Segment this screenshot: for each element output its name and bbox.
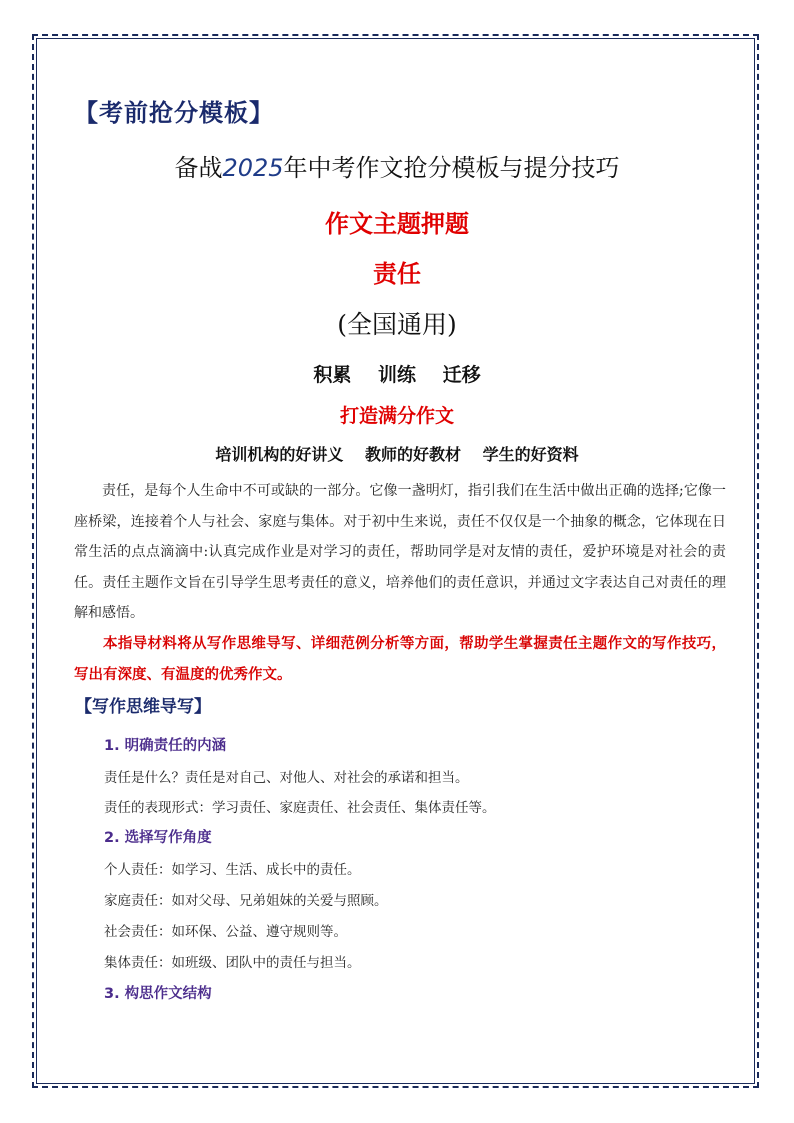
document-subtitle xyxy=(0,148,794,183)
banner-title: 【考前抢分模板】 xyxy=(74,99,274,127)
body-line: 集体责任：如班级、团队中的责任与担当。 xyxy=(104,955,361,971)
audience-line xyxy=(0,442,794,465)
body-line: 责任是什么？责任是对自己、对他人、对社会的承诺和担当。 xyxy=(104,770,469,786)
scope-label: (全国通用) xyxy=(337,310,457,339)
triad-keywords xyxy=(0,360,794,387)
body-line: 责任的表现形式：学习责任、家庭责任、社会责任、集体责任等。 xyxy=(104,800,496,816)
triad-item: 训练 xyxy=(377,364,416,386)
body-line: 社会责任：如环保、公益、遵守规则等。 xyxy=(104,924,347,940)
section-title: 【写作思维导写】 xyxy=(75,697,211,717)
guide-paragraph: 本指导材料将从写作思维导写、详细范例分析等方面，帮助学生掌握责任主题作文的写作技巧，写出有深度、有温度的优秀作文。 xyxy=(74,636,726,683)
theme-title: 作文主题押题 xyxy=(325,210,469,238)
slogan: 打造满分作文 xyxy=(339,405,454,427)
audience-item: 教师的好教材 xyxy=(364,445,461,464)
subsection-heading: 3. 构思作文结构 xyxy=(104,986,212,1002)
triad-item: 迁移 xyxy=(442,364,481,386)
subtitle-year: 2025 xyxy=(222,154,284,182)
triad-item: 积累 xyxy=(313,364,352,386)
subsection-heading: 1. 明确责任的内涵 xyxy=(104,738,227,754)
intro-paragraph: 责任，是每个人生命中不可或缺的一部分。它像一盏明灯，指引我们在生活中做出正确的选择;它像一座桥梁，连接着个人与社会、家庭与集体。对于初中生来说，责任不仅仅是一个抽象的概念，它体现在日常生活的点点滴滴中:认真完成作业是对学习的责任，帮助同学是对友情的责任，爱护环境是对社会的责任。责任主题作文旨在引导学生思考责任的意义，培养他们的责任意识，并通过文字表达自己对责任的理解和感悟。 xyxy=(74,483,726,621)
body-line: 家庭责任：如对父母、兄弟姐妹的关爱与照顾。 xyxy=(104,893,388,909)
subtitle-prefix: 备战 xyxy=(174,154,223,182)
subtitle-suffix: 年中考作文抢分模板与提分技巧 xyxy=(283,154,620,182)
subsection-heading: 2. 选择写作角度 xyxy=(104,830,212,846)
theme-word: 责任 xyxy=(373,260,421,288)
body-line: 个人责任：如学习、生活、成长中的责任。 xyxy=(104,862,361,878)
audience-item: 学生的好资料 xyxy=(482,445,579,464)
audience-item: 培训机构的好讲义 xyxy=(215,445,344,464)
